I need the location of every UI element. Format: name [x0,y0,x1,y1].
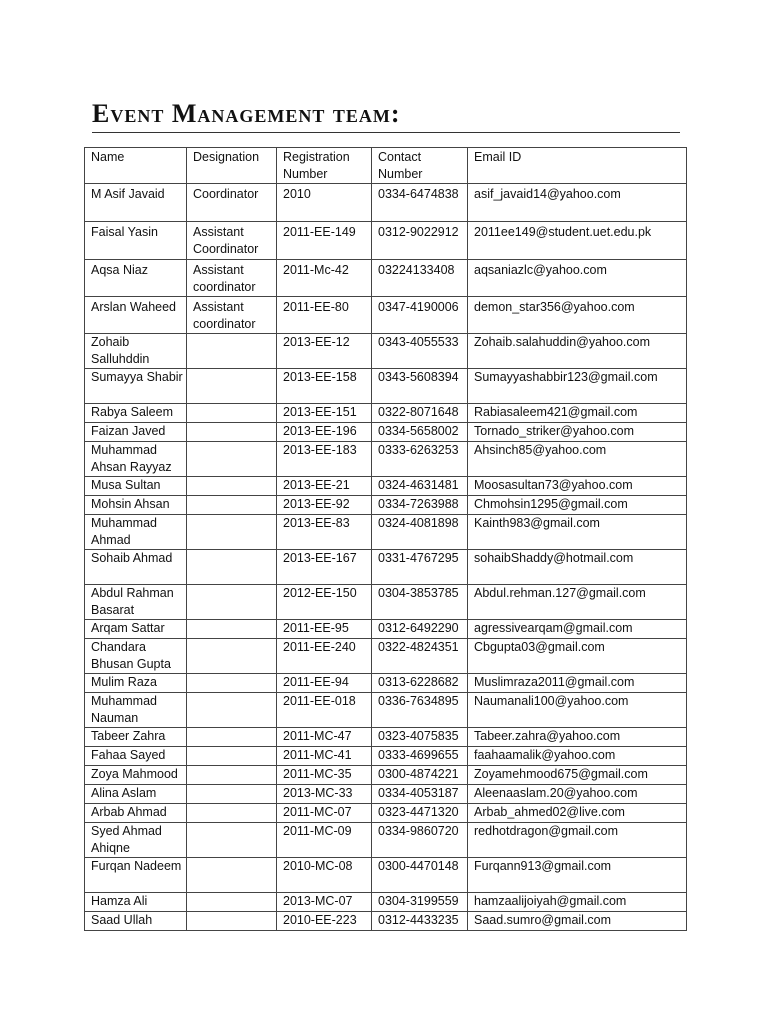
cell-registration: 2013-MC-07 [277,893,372,912]
cell-contact: 0347-4190006 [372,297,468,334]
cell-registration: 2011-MC-07 [277,804,372,823]
table-row [85,693,687,728]
cell-name: M Asif Javaid [85,184,187,222]
cell-registration: 2013-EE-83 [277,515,372,550]
table-row [85,442,687,477]
cell-name: Zoya Mahmood [85,766,187,785]
cell-contact: 0324-4081898 [372,515,468,550]
cell-email: faahaamalik@yahoo.com [468,747,687,766]
cell-email: Zohaib.salahuddin@yahoo.com [468,334,687,369]
cell-designation [187,477,277,496]
cell-name: Arslan Waheed [85,297,187,334]
cell-name: Muhammad Nauman [85,693,187,728]
cell-designation [187,766,277,785]
cell-designation [187,515,277,550]
cell-contact: 0343-5608394 [372,369,468,404]
header-contact: Contact Number [372,148,468,184]
table-row [85,404,687,423]
cell-contact: 0322-8071648 [372,404,468,423]
cell-email: Saad.sumro@gmail.com [468,912,687,931]
cell-designation [187,747,277,766]
table-row [85,550,687,585]
cell-email: Aleenaaslam.20@yahoo.com [468,785,687,804]
cell-contact: 0313-6228682 [372,674,468,693]
cell-name: Zohaib Salluhddin [85,334,187,369]
cell-contact: 0334-9860720 [372,823,468,858]
cell-designation [187,423,277,442]
cell-contact: 0334-6474838 [372,184,468,222]
cell-email: Arbab_ahmed02@live.com [468,804,687,823]
cell-registration: 2011-MC-09 [277,823,372,858]
cell-name: Abdul Rahman Basarat [85,585,187,620]
cell-registration: 2013-EE-12 [277,334,372,369]
table-row [85,785,687,804]
cell-email: Abdul.rehman.127@gmail.com [468,585,687,620]
cell-registration: 2013-MC-33 [277,785,372,804]
cell-designation: Assistant coordinator [187,297,277,334]
table-row [85,585,687,620]
table-row [85,369,687,404]
cell-designation [187,334,277,369]
cell-registration: 2013-EE-151 [277,404,372,423]
cell-registration: 2013-EE-21 [277,477,372,496]
cell-registration: 2011-EE-018 [277,693,372,728]
table-row [85,747,687,766]
cell-designation [187,442,277,477]
cell-designation [187,369,277,404]
cell-name: Alina Aslam [85,785,187,804]
cell-registration: 2011-MC-41 [277,747,372,766]
cell-contact: 0334-4053187 [372,785,468,804]
table-row [85,823,687,858]
cell-email: Chmohsin1295@gmail.com [468,496,687,515]
table-row [85,912,687,931]
cell-registration: 2010 [277,184,372,222]
page-title: Event Management team: [92,99,401,128]
table-row [85,893,687,912]
cell-registration: 2013-EE-92 [277,496,372,515]
table-row [85,222,687,260]
table-header-row [85,148,687,184]
cell-contact: 03224133408 [372,260,468,297]
cell-email: Kainth983@gmail.com [468,515,687,550]
cell-name: Sumayya Shabir [85,369,187,404]
cell-registration: 2013-EE-158 [277,369,372,404]
table-row [85,804,687,823]
cell-contact: 0343-4055533 [372,334,468,369]
table-body [85,184,687,931]
table-row [85,674,687,693]
cell-designation [187,585,277,620]
cell-designation: Assistant Coordinator [187,222,277,260]
title-underline [92,132,680,133]
table-row [85,858,687,893]
cell-name: Musa Sultan [85,477,187,496]
cell-designation: Assistant coordinator [187,260,277,297]
cell-name: Sohaib Ahmad [85,550,187,585]
table-row [85,639,687,674]
cell-email: Muslimraza2011@gmail.com [468,674,687,693]
cell-registration: 2011-EE-94 [277,674,372,693]
cell-designation [187,496,277,515]
cell-name: Arbab Ahmad [85,804,187,823]
cell-designation [187,804,277,823]
table-row [85,515,687,550]
cell-contact: 0334-5658002 [372,423,468,442]
cell-email: hamzaalijoiyah@gmail.com [468,893,687,912]
cell-contact: 0312-6492290 [372,620,468,639]
cell-name: Tabeer Zahra [85,728,187,747]
cell-registration: 2011-Mc-42 [277,260,372,297]
cell-designation [187,620,277,639]
cell-registration: 2013-EE-167 [277,550,372,585]
header-name: Name [85,148,187,184]
header-registration: Registration Number [277,148,372,184]
cell-contact: 0300-4874221 [372,766,468,785]
cell-registration: 2010-MC-08 [277,858,372,893]
cell-contact: 0331-4767295 [372,550,468,585]
cell-designation [187,785,277,804]
cell-email: agressivearqam@gmail.com [468,620,687,639]
cell-designation [187,912,277,931]
cell-email: Zoyamehmood675@gmail.com [468,766,687,785]
header-email: Email ID [468,148,687,184]
cell-registration: 2010-EE-223 [277,912,372,931]
cell-email: demon_star356@yahoo.com [468,297,687,334]
cell-email: Tabeer.zahra@yahoo.com [468,728,687,747]
cell-contact: 0324-4631481 [372,477,468,496]
cell-name: Faizan Javed [85,423,187,442]
cell-designation [187,404,277,423]
cell-name: Arqam Sattar [85,620,187,639]
cell-designation [187,674,277,693]
cell-designation [187,693,277,728]
cell-email: redhotdragon@gmail.com [468,823,687,858]
cell-contact: 0322-4824351 [372,639,468,674]
cell-contact: 0312-9022912 [372,222,468,260]
cell-name: Chandara Bhusan Gupta [85,639,187,674]
cell-contact: 0333-4699655 [372,747,468,766]
cell-email: sohaibShaddy@hotmail.com [468,550,687,585]
cell-registration: 2011-EE-80 [277,297,372,334]
cell-contact: 0334-7263988 [372,496,468,515]
cell-designation [187,858,277,893]
header-designation: Designation [187,148,277,184]
cell-name: Mohsin Ahsan [85,496,187,515]
cell-name: Saad Ullah [85,912,187,931]
cell-registration: 2011-EE-240 [277,639,372,674]
cell-registration: 2013-EE-196 [277,423,372,442]
cell-contact: 0323-4471320 [372,804,468,823]
cell-email: Moosasultan73@yahoo.com [468,477,687,496]
cell-email: Furqann913@gmail.com [468,858,687,893]
cell-email: Sumayyashabbir123@gmail.com [468,369,687,404]
cell-name: Syed Ahmad Ahiqne [85,823,187,858]
cell-registration: 2011-EE-149 [277,222,372,260]
cell-contact: 0336-7634895 [372,693,468,728]
cell-name: Muhammad Ahmad [85,515,187,550]
cell-email: Cbgupta03@gmail.com [468,639,687,674]
cell-designation [187,823,277,858]
cell-name: Muhammad Ahsan Rayyaz [85,442,187,477]
cell-email: aqsaniazlc@yahoo.com [468,260,687,297]
cell-name: Aqsa Niaz [85,260,187,297]
cell-email: Naumanali100@yahoo.com [468,693,687,728]
table-row [85,620,687,639]
cell-designation: Coordinator [187,184,277,222]
cell-email: Ahsinch85@yahoo.com [468,442,687,477]
cell-email: 2011ee149@student.uet.edu.pk [468,222,687,260]
cell-name: Hamza Ali [85,893,187,912]
cell-contact: 0312-4433235 [372,912,468,931]
cell-designation [187,728,277,747]
cell-registration: 2012-EE-150 [277,585,372,620]
cell-email: Rabiasaleem421@gmail.com [468,404,687,423]
table-row [85,260,687,297]
table-row [85,334,687,369]
cell-name: Fahaa Sayed [85,747,187,766]
cell-registration: 2013-EE-183 [277,442,372,477]
cell-designation [187,550,277,585]
table-row [85,728,687,747]
table-row [85,297,687,334]
cell-designation [187,893,277,912]
cell-name: Furqan Nadeem [85,858,187,893]
cell-registration: 2011-MC-35 [277,766,372,785]
cell-name: Faisal Yasin [85,222,187,260]
cell-registration: 2011-MC-47 [277,728,372,747]
cell-email: asif_javaid14@yahoo.com [468,184,687,222]
table-row [85,423,687,442]
cell-email: Tornado_striker@yahoo.com [468,423,687,442]
team-table [84,147,687,931]
cell-contact: 0323-4075835 [372,728,468,747]
cell-contact: 0300-4470148 [372,858,468,893]
cell-designation [187,639,277,674]
cell-contact: 0333-6263253 [372,442,468,477]
table-row [85,496,687,515]
title-block [92,96,680,132]
cell-contact: 0304-3199559 [372,893,468,912]
cell-registration: 2011-EE-95 [277,620,372,639]
table-row [85,477,687,496]
table-row [85,766,687,785]
cell-name: Rabya Saleem [85,404,187,423]
cell-name: Mulim Raza [85,674,187,693]
table-row [85,184,687,222]
cell-contact: 0304-3853785 [372,585,468,620]
